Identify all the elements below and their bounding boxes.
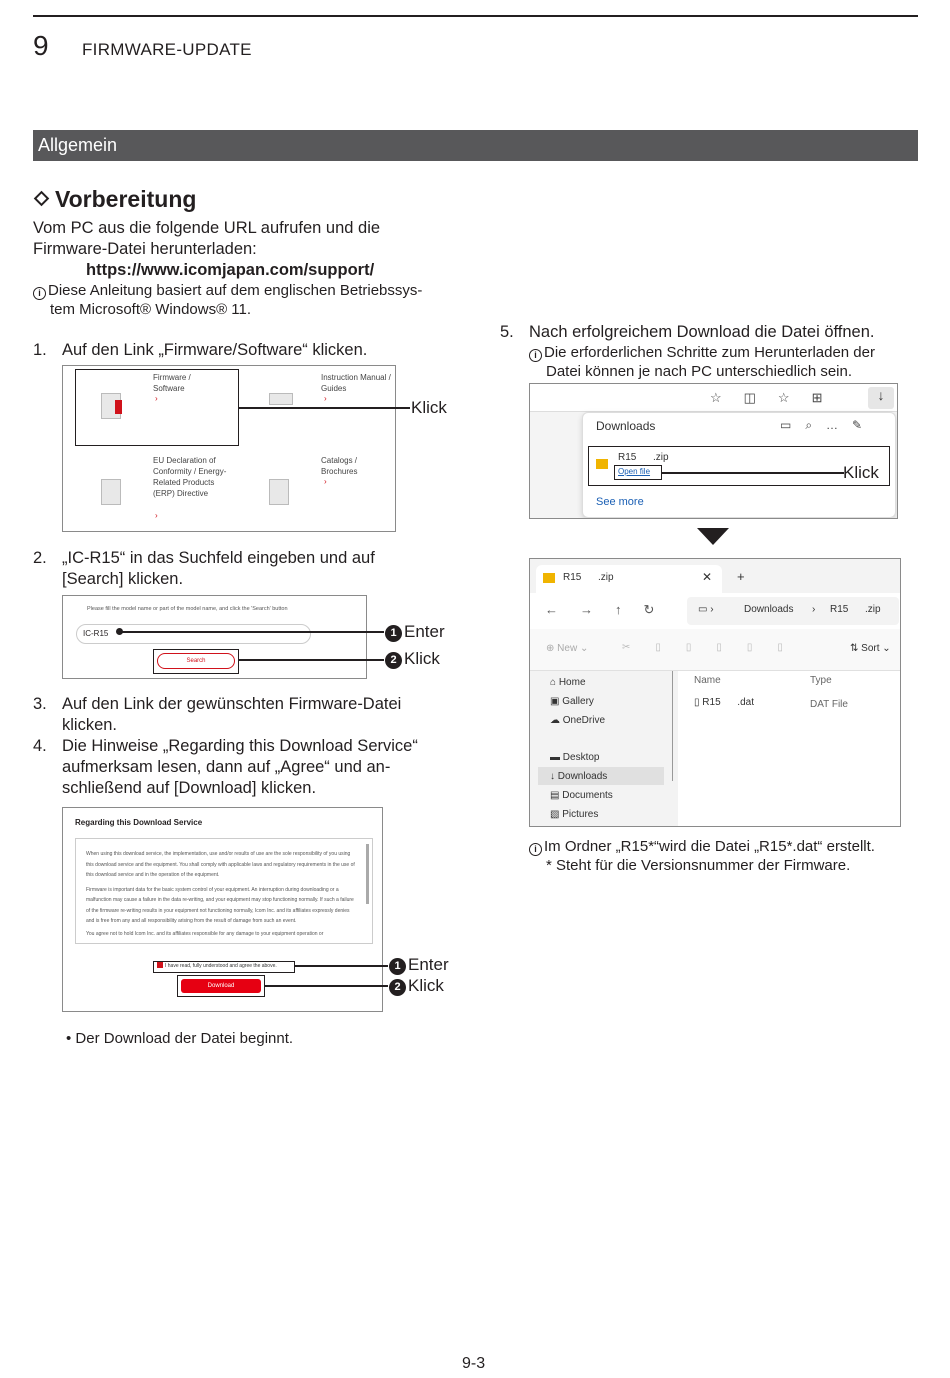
service-p3: You agree not to hold Icom Inc. and its affiliates responsible for any damage to your equipment operation or [86, 930, 324, 937]
info-icon-3: i [529, 843, 542, 856]
intro-note-line1: Diese Anleitung basiert auf dem englischen Betriebssys- [48, 282, 423, 299]
intro-note [33, 281, 422, 300]
nav-home[interactable]: ⌂ Home [550, 677, 586, 688]
step4-number: 4. [33, 737, 47, 755]
step5-note-line2: Datei können je nach PC unterschiedlich sein. [546, 363, 853, 380]
enter-label-3: Enter [408, 955, 449, 974]
figure-explorer [529, 558, 901, 827]
step5-number: 5. [500, 323, 514, 341]
file-row[interactable]: ▯ R15 .dat [694, 697, 754, 708]
declaration-link[interactable]: EU Declaration of Conformity / Energy-Related Products (ERP) Directive [153, 456, 227, 498]
chapter-title: FIRMWARE-UPDATE [82, 40, 252, 59]
close-icon[interactable]: ✕ [702, 570, 713, 584]
file-type: DAT File [810, 699, 848, 710]
manual-icon [269, 393, 293, 405]
tab-folder-icon [543, 573, 555, 583]
callout-klick-3 [388, 976, 445, 996]
service-p1: When using this download service, the implementation, use and/or results of use are the sole responsibility of you using this download service and the equipment. You shall comply with applicable laws and regulatory requirements in the use of this download service and in the operation of the equipment. [86, 851, 355, 878]
section-bar: Allgemein [33, 130, 918, 161]
nav-gallery-label: Gallery [562, 696, 594, 707]
file-list [678, 671, 901, 827]
catalog-icon [269, 479, 289, 505]
final-note [529, 837, 875, 856]
chapter-number: 9 [33, 30, 49, 61]
sort-button[interactable]: ⇅ Sort ⌄ [850, 643, 891, 654]
search-input-value: IC-R15 [83, 629, 109, 638]
path-zip[interactable]: R15 .zip [830, 604, 881, 615]
agree-label: I have read, fully understood and agree the above. [165, 963, 277, 969]
marker-1b: 1 [389, 958, 406, 975]
nav-arrows[interactable]: ←→↑↻ [545, 602, 677, 617]
callout-klick-2 [384, 649, 441, 669]
folder-icon [596, 459, 608, 469]
search-hint: Please fill the model name or part of the model name, and click the 'Search' button [87, 606, 288, 612]
scrollbar[interactable] [366, 844, 369, 904]
nav-desktop-label: Desktop [562, 752, 600, 763]
klick-label-3: Klick [408, 976, 444, 995]
service-p2: Firmware is important data for the basic system control of your equipment. An interruption during downloading or a malfunction may cause a failure in the data re-writing, and your equipment may stop functioning normally. If such a failure of the firmware re-writing results in your equipment not functioning normally, Icom Inc. and its affiliates expressly denies and is free from any and all responsibility arising from the result of damage from such an event. [86, 886, 354, 924]
enter-label: Enter [404, 622, 445, 641]
bullet-text: Der Download der Datei beginnt. [75, 1030, 294, 1047]
nav-pictures[interactable]: ▧ Pictures [550, 809, 599, 820]
col-type[interactable]: Type [810, 675, 832, 686]
step5-text: Nach erfolgreichem Download die Datei öffnen. [529, 323, 875, 341]
intro-line2: Firmware-Datei herunterladen: [33, 240, 257, 258]
heading [33, 186, 196, 213]
info-icon: i [33, 287, 46, 300]
callout-enter-3 [388, 955, 450, 975]
header-rule [33, 15, 918, 17]
nav-home-label: Home [558, 677, 586, 688]
step2-number: 2. [33, 549, 47, 567]
figure-support-page [62, 365, 396, 532]
callout-line-enter [119, 631, 386, 633]
figure-search [62, 595, 367, 679]
nav-pictures-label: Pictures [562, 809, 599, 820]
new-tab-icon[interactable]: + [737, 569, 745, 584]
step3-number: 3. [33, 695, 47, 713]
callout-line-1 [238, 407, 413, 409]
catalog-link[interactable]: Catalogs / Brochures [321, 456, 358, 476]
tab-title: R15 .zip [563, 572, 614, 583]
open-file-link[interactable]: Open file [614, 465, 662, 480]
download-filename: R15 .zip [618, 452, 669, 463]
callout-line-download [264, 985, 390, 987]
step5-note-line1: Die erforderlichen Schritte zum Herunterladen der [544, 344, 875, 361]
declaration-icon [101, 479, 121, 505]
sort-label: Sort [861, 643, 880, 654]
firmware-software-link[interactable]: Firmware / Software [153, 373, 191, 393]
step3-line2: klicken. [62, 716, 118, 734]
new-button[interactable]: ⊕ New ⌄ [546, 643, 589, 654]
arrow-4: › [324, 477, 327, 486]
marker-1: 1 [385, 625, 402, 642]
nav-onedrive[interactable]: ☁ OneDrive [550, 715, 606, 726]
diamond-icon [34, 191, 50, 207]
step2-line2: [Search] klicken. [62, 570, 184, 588]
search-button[interactable]: Search [157, 653, 235, 669]
figure-download-service [62, 807, 383, 1012]
nav-downloads[interactable]: ↓ Downloads [550, 771, 608, 782]
callout-line-agree [294, 965, 390, 967]
pc-icon: ▭ › [698, 604, 714, 615]
step5-note [529, 343, 875, 362]
see-more-link[interactable]: See more [596, 496, 644, 508]
search-input[interactable] [76, 624, 311, 644]
download-arrow-icon [115, 400, 122, 414]
support-url[interactable]: https://www.icomjapan.com/support/ [86, 261, 375, 279]
download-icon[interactable]: ↓ [868, 387, 894, 409]
path-downloads[interactable]: Downloads [744, 604, 794, 615]
nav-pane [530, 671, 668, 827]
intro-line1: Vom PC aus die folgende URL aufrufen und die [33, 219, 381, 237]
heading-text: Vorbereitung [55, 186, 197, 212]
step4-line2: aufmerksam lesen, dann auf „Agree“ und an- [62, 758, 391, 776]
nav-documents[interactable]: ▤ Documents [550, 790, 613, 801]
nav-onedrive-label: OneDrive [562, 715, 606, 726]
callout-klick-1: Klick [411, 398, 447, 417]
step4-line1: Die Hinweise „Regarding this Download Service“ [62, 737, 418, 755]
col-name[interactable]: Name [694, 675, 721, 686]
final-star: * Steht für die Versionsnummer der Firmware. [546, 857, 851, 874]
bullet-note: • Der Download der Datei beginnt. [66, 1030, 294, 1047]
callout-line-klick [238, 659, 386, 661]
nav-downloads-label: Downloads [557, 771, 608, 782]
service-text-box[interactable] [75, 838, 373, 944]
new-label: New [557, 643, 578, 654]
marker-2b: 2 [389, 979, 406, 996]
down-triangle-icon [697, 528, 729, 545]
callout-klick-4: Klick [843, 463, 879, 482]
arrow-2: › [324, 394, 327, 403]
step4-line3: schließend auf [Download] klicken. [62, 779, 317, 797]
path-sep: › [812, 604, 816, 615]
step1-text: Auf den Link „Firmware/Software“ klicken. [62, 341, 368, 359]
manual-link[interactable]: Instruction Manual / Guides [321, 373, 391, 393]
download-button[interactable]: Download [181, 979, 261, 993]
downloads-panel-title: Downloads [596, 419, 656, 433]
arrow-3: › [155, 511, 158, 520]
service-title: Regarding this Download Service [75, 818, 203, 827]
nav-documents-label: Documents [562, 790, 613, 801]
intro-note-line2: tem Microsoft® Windows® 11. [50, 301, 252, 318]
toolbar-icons[interactable]: ☆◫☆⊞ [710, 390, 845, 405]
figure-browser-downloads [529, 383, 898, 519]
klick-label: Klick [404, 649, 440, 668]
step3-line1: Auf den Link der gewünschten Firmware-Datei [62, 695, 402, 713]
step1-number: 1. [33, 341, 47, 359]
nav-desktop[interactable]: ▬ Desktop [550, 752, 600, 763]
file-name: R15 .dat [702, 697, 754, 708]
agree-checkbox[interactable] [153, 961, 295, 973]
page-number: 9-3 [462, 1355, 486, 1372]
callout-enter-2 [384, 622, 446, 642]
final-note-text: Im Ordner „R15*“wird die Datei „R15*.dat“ erstellt. [544, 838, 875, 855]
marker-2: 2 [385, 652, 402, 669]
arrow-1: › [155, 394, 158, 403]
callout-line-4 [662, 472, 844, 474]
pane-divider [672, 671, 673, 781]
command-icons[interactable]: ✂▯▯▯▯▯ [622, 642, 808, 653]
info-icon-2: i [529, 349, 542, 362]
step2-line1: „IC-R15“ in das Suchfeld eingeben und auf [62, 549, 375, 567]
nav-gallery[interactable]: ▣ Gallery [550, 696, 594, 707]
panel-icons[interactable]: ▭⌕…✎ [780, 418, 877, 432]
